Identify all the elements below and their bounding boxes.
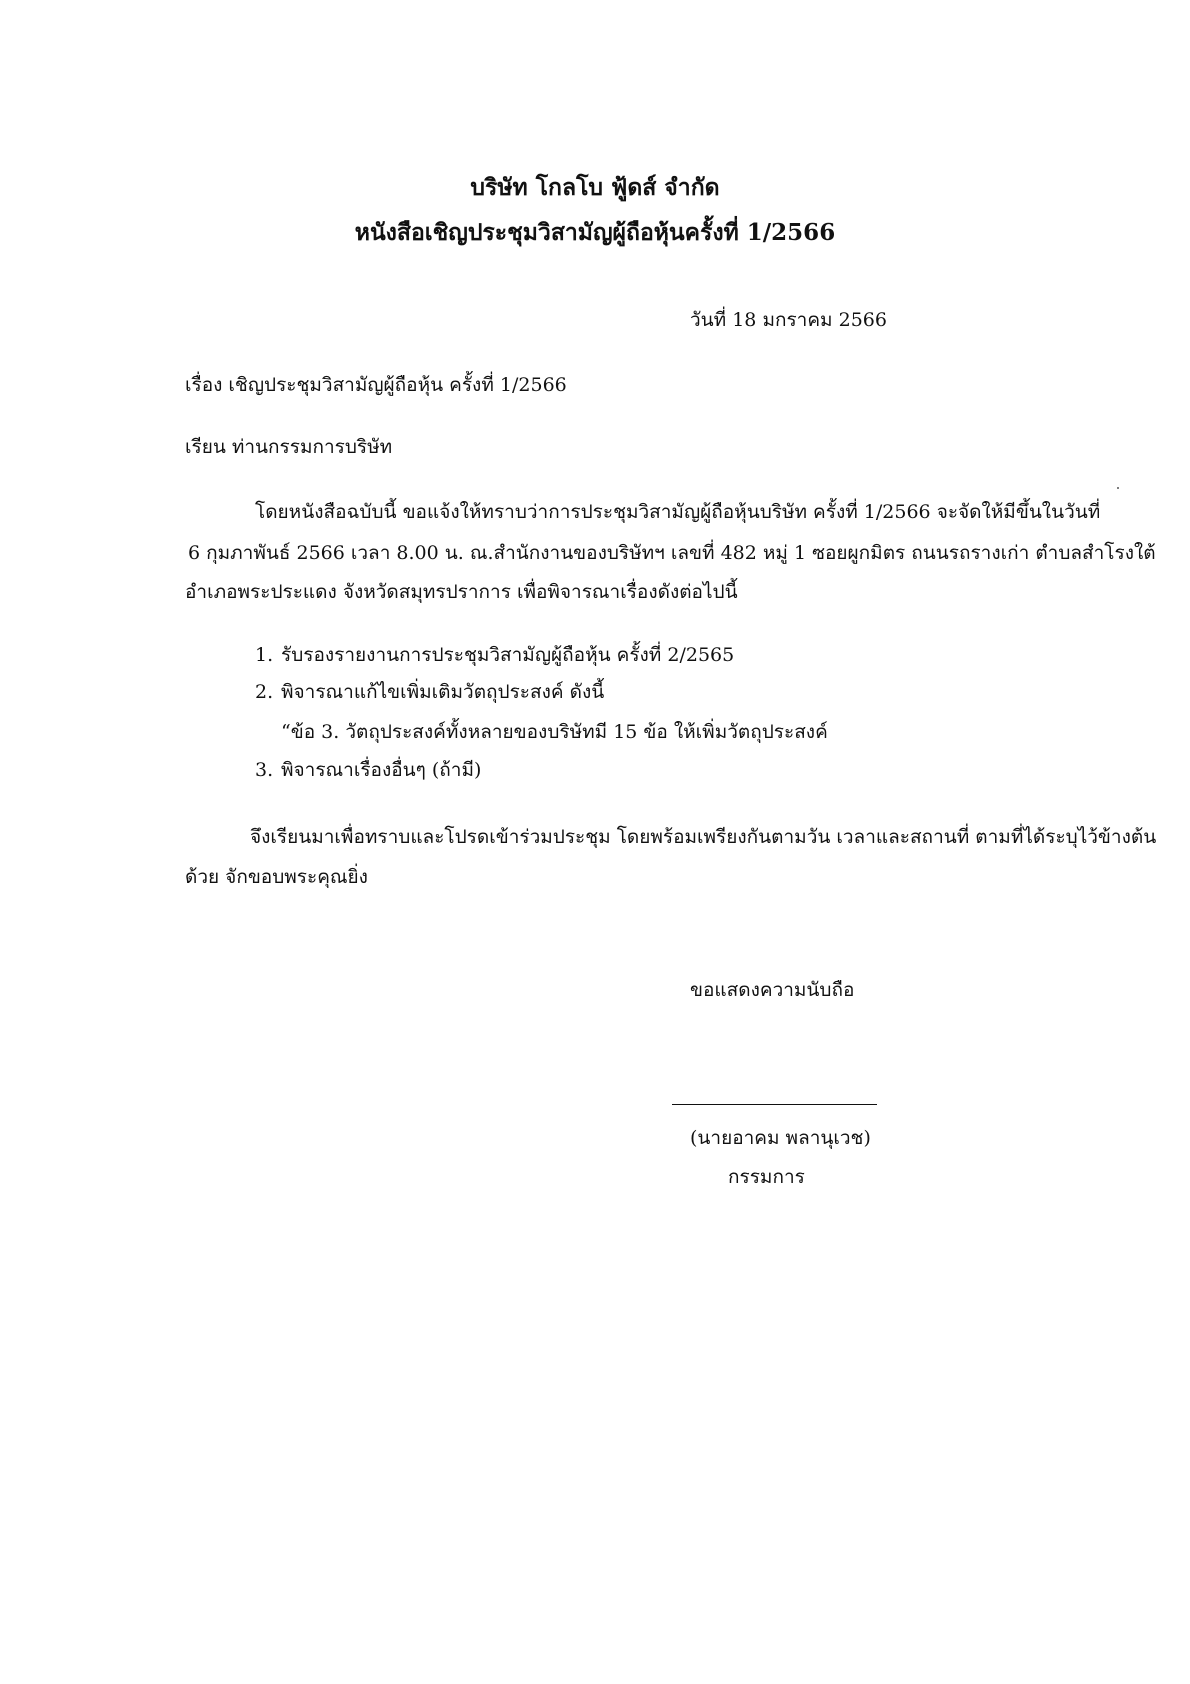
body-line-2: 6 กุมภาพันธ์ 2566 เวลา 8.00 น. ณ.สำนักงานของบริษัทฯ เลขที่ 482 หมู่ 1 ซอยผูกมิตร ถนนรถรางเก่า ตำบลสำโรงใต้ [188, 542, 1156, 564]
company-name: บริษัท โกลโบ ฟู้ดส์ จำกัด [470, 174, 720, 201]
closing-line-1: จึงเรียนมาเพื่อทราบและโปรดเข้าร่วมประชุม โดยพร้อมเพรียงกันตามวัน เวลาและสถานที่ ตามที่ได้ระบุไว้ข้างต้น [250, 826, 1157, 848]
scan-speck [1117, 487, 1119, 489]
agenda-item-1 [255, 640, 734, 670]
agenda-item-number: 3. [255, 759, 274, 781]
closing-line-2: ด้วย จักขอบพระคุณยิ่ง [185, 866, 368, 888]
agenda-item-3 [255, 755, 481, 785]
agenda-item-number: 1. [255, 644, 274, 666]
agenda-item-text: พิจารณาแก้ไขเพิ่มเติมวัตถุประสงค์ ดังนี้ [281, 681, 605, 703]
agenda-item-text: พิจารณาเรื่องอื่นๆ (ถ้ามี) [281, 759, 482, 781]
agenda-item-2 [255, 677, 604, 707]
agenda-item-2-detail: “ข้อ 3. วัตถุประสงค์ทั้งหลายของบริษัทมี 15 ข้อ ให้เพิ่มวัตถุประสงค์ [281, 721, 828, 743]
signer-name: (นายอาคม พลานุเวช) [690, 1127, 871, 1149]
agenda-item-text: รับรองรายงานการประชุมวิสามัญผู้ถือหุ้น ครั้งที่ 2/2565 [281, 644, 735, 666]
body-line-3: อำเภอพระประแดง จังหวัดสมุทรปราการ เพื่อพิจารณาเรื่องดังต่อไปนี้ [185, 581, 738, 603]
subject-line: เรื่อง เชิญประชุมวิสามัญผู้ถือหุ้น ครั้งที่ 1/2566 [185, 374, 567, 396]
regards-text: ขอแสดงความนับถือ [690, 979, 855, 1001]
body-line-1: โดยหนังสือฉบับนี้ ขอแจ้งให้ทราบว่าการประชุมวิสามัญผู้ถือหุ้นบริษัท ครั้งที่ 1/2566 จะจัดให้มีขึ้นในวันที่ [255, 501, 1101, 523]
signature-line [672, 1104, 877, 1105]
document-title: หนังสือเชิญประชุมวิสามัญผู้ถือหุ้นครั้งที่ 1/2566 [354, 219, 836, 246]
agenda-item-number: 2. [255, 681, 274, 703]
signer-position: กรรมการ [728, 1166, 805, 1188]
date-line: วันที่ 18 มกราคม 2566 [690, 309, 887, 331]
salutation-line: เรียน ท่านกรรมการบริษัท [185, 436, 393, 458]
